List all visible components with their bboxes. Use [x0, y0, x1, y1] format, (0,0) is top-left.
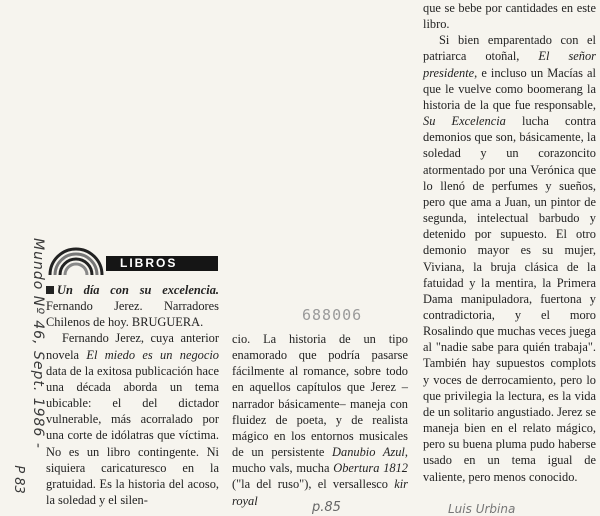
handwritten-page-mark: P 83 [10, 465, 26, 494]
article-column-1 [46, 282, 219, 508]
handwritten-source-note: Mundo Nº 46, Sept. 1986 - [30, 238, 46, 449]
handwritten-name: Luis Urbina [448, 502, 516, 516]
paragraph [232, 331, 408, 509]
article-column-3 [423, 0, 596, 485]
review-byline: Fernando Jerez. Narradores Chilenos de hoy. BRUGUERA. [46, 299, 219, 330]
book-title: Su Excelencia [423, 114, 506, 129]
review-title: Un día con su excelencia. [57, 283, 219, 297]
text-run: cio. La historia de un tipo enamorado que podría pasarse fácilmente al romance, sobre todo en aquellos capítulos que Jerez –narrador básicamente– maneja con fluidez de poeta, y de realista mágico en los entornos musicales de un persistente [232, 332, 408, 460]
text-run: data de la exitosa publicación hace una década aborda un tema ubicable: el del dictador vulnerable, más acorralado por una corte de idólatras que víctima. No es un libro contingente. Ni siquiera caricaturesco en la gratuidad. Es la historia del acoso, la soledad y el silen- [46, 363, 219, 508]
section-header [44, 245, 219, 275]
book-title: El señor presidente [423, 49, 596, 80]
music-title: Danubio Azul [332, 445, 405, 460]
paragraph [46, 330, 219, 508]
article-column-2 [232, 331, 408, 509]
text-run: Si bien emparentado con el patriarca otoñal, [423, 33, 596, 64]
text-run: , e incluso un Macías al que le vuelve como boomerang la historia de la que fue responsable, [423, 65, 596, 112]
text-run: , mucho vals, mucha [232, 445, 408, 476]
handwritten-page-number: p.85 [312, 500, 341, 515]
rainbow-logo-icon [44, 245, 104, 275]
drink-name: kir royal [232, 477, 408, 508]
music-title: Obertura 1812 [333, 461, 409, 476]
text-run: ("la del ruso"), el versallesco [232, 477, 395, 492]
text-run: lucha contra demonios que son, básicamente, la soledad y un corazoncito atormentado por una Verónica que lo llenó de perfumes y sueños, pero que ama a Juan, un pintor de segunda, intelectual barbudo y detenido por supuesto. El otro demonio mayor es su mujer, Viviana, la bruja clásica de la fatuidad y la mentira, la Primera Dama manipuladora, fuertona y contradictoria, y el moro Rosalindo que muchas veces juega al "nadie sabe para quién trabaja". También hay supuestos complots y voces de derrocamiento, pero lo que privilegia la lectura, es la vida de un solitario angustiado. Jerez se maneja bien en el relato mágico, pero su buena pluma pudo haberse usado en un tema igual de valiente, pero menos conocido. [423, 114, 596, 484]
square-bullet-icon [46, 286, 54, 294]
section-label: LIBROS [106, 256, 218, 271]
paragraph [423, 32, 596, 484]
text-run: Fernando Jerez, cuya anterior novela [46, 331, 219, 362]
paragraph: que se bebe por cantidades en este libro. [423, 1, 596, 32]
archive-stamp-number: 688006 [302, 306, 363, 324]
book-title: El miedo es un negocio [86, 347, 219, 362]
review-title-line [46, 282, 219, 330]
